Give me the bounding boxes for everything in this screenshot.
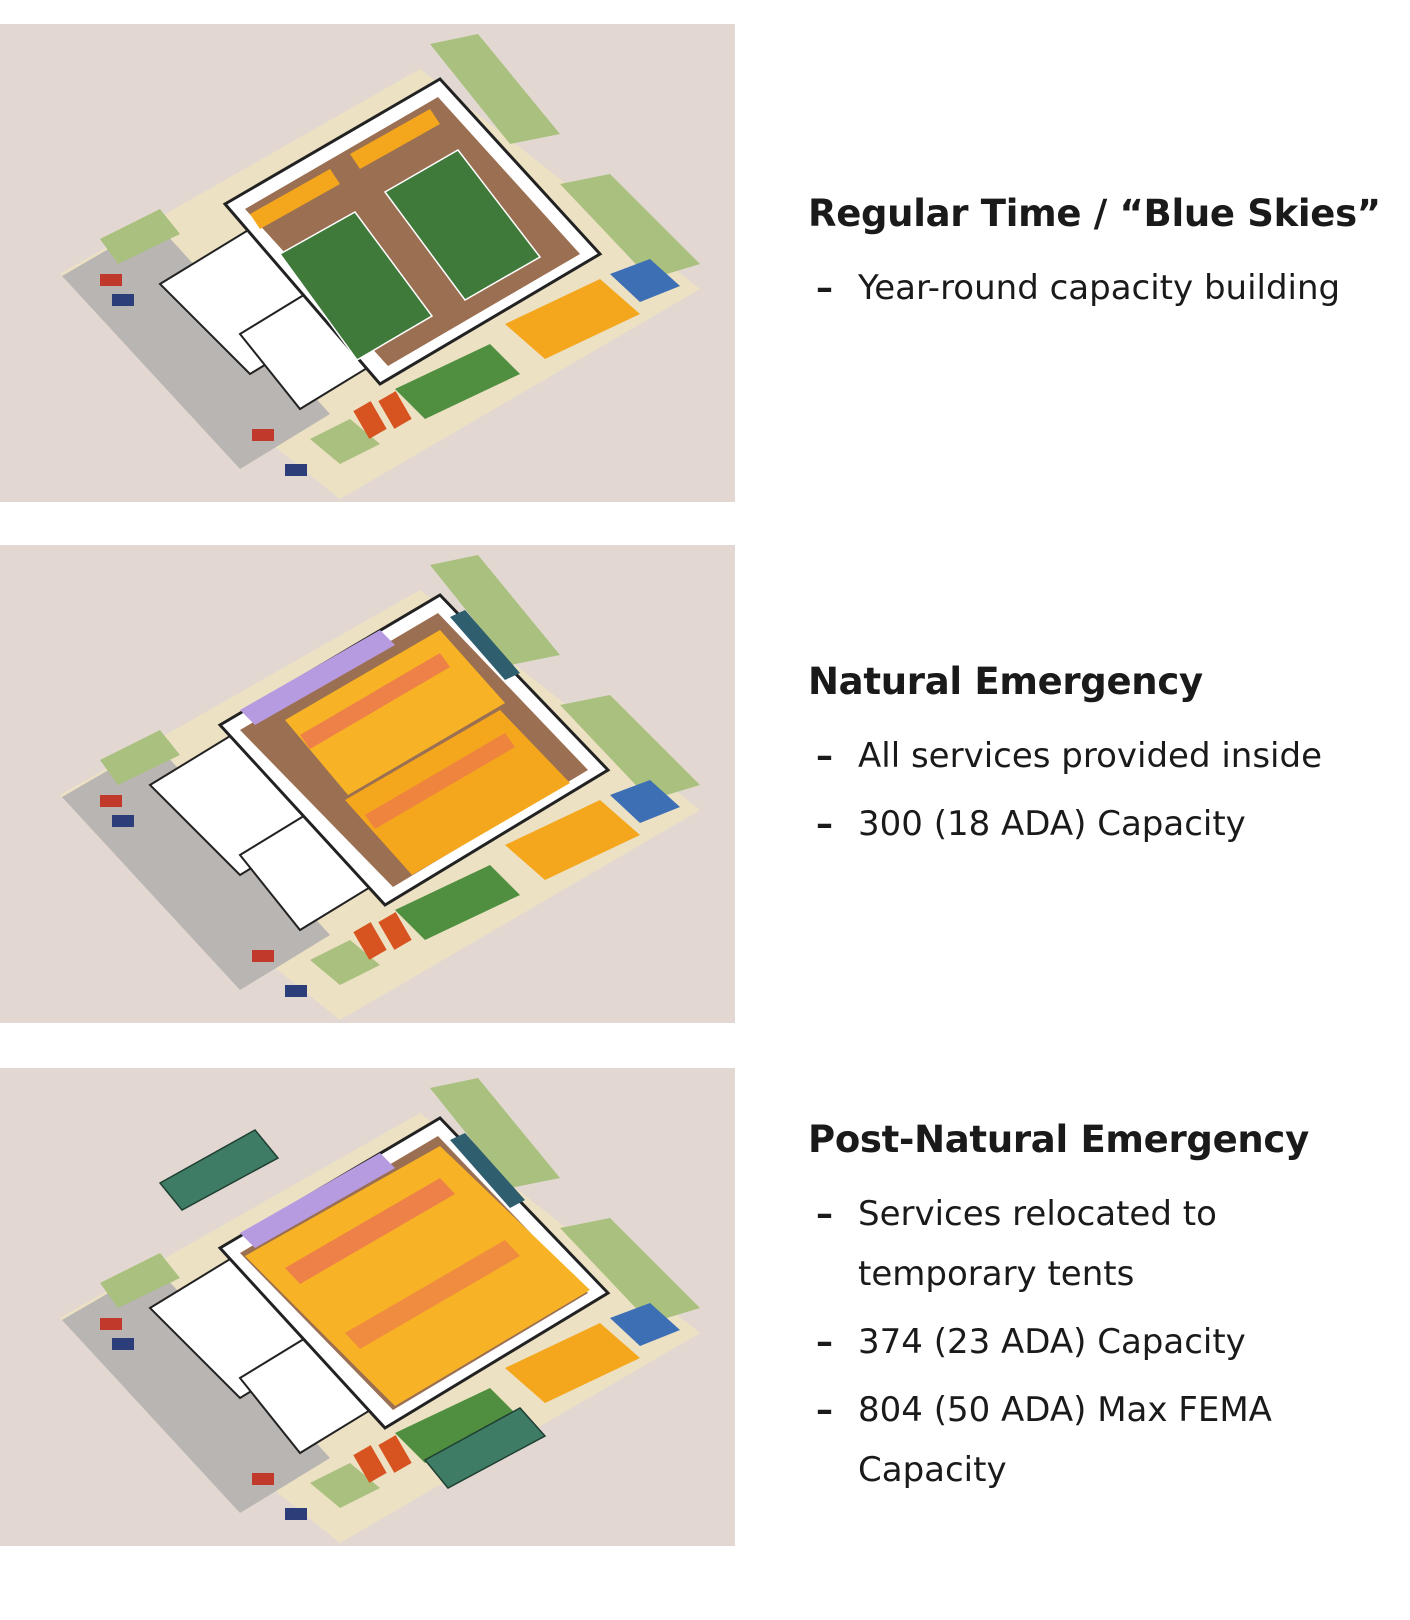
bullet-dash: –	[816, 1194, 833, 1234]
post-natural-emergency-bullet-3: – 804 (50 ADA) Max FEMA Capacity	[808, 1380, 1388, 1500]
post-natural-emergency-bullet-2: – 374 (23 ADA) Capacity	[808, 1312, 1388, 1372]
post-natural-emergency-description	[808, 1118, 1388, 1500]
bullet-dash: –	[816, 1390, 833, 1430]
natural-emergency-bullet-1: – All services provided inside	[808, 726, 1388, 786]
bullet-dash: –	[816, 268, 833, 308]
natural-emergency-description	[808, 660, 1388, 854]
natural-emergency-title: Natural Emergency	[808, 660, 1203, 703]
regular-time-axonometric	[0, 24, 735, 502]
natural-emergency-bullet-2: – 300 (18 ADA) Capacity	[808, 794, 1388, 854]
regular-time-illustration	[0, 24, 735, 502]
bullet-dash: –	[816, 736, 833, 776]
bullet-dash: –	[816, 804, 833, 844]
post-natural-emergency-bullet-1: – Services relocated to temporary tents	[808, 1184, 1388, 1304]
post-natural-emergency-title: Post-Natural Emergency	[808, 1118, 1309, 1161]
natural-emergency-illustration	[0, 545, 735, 1023]
post-natural-emergency-illustration	[0, 1068, 735, 1546]
regular-time-title: Regular Time / “Blue Skies”	[808, 192, 1381, 235]
post-natural-emergency-axonometric	[0, 1068, 735, 1546]
regular-time-bullet-1: – Year-round capacity building	[808, 258, 1388, 318]
bullet-dash: –	[816, 1322, 833, 1362]
natural-emergency-axonometric	[0, 545, 735, 1023]
regular-time-description	[808, 192, 1388, 318]
